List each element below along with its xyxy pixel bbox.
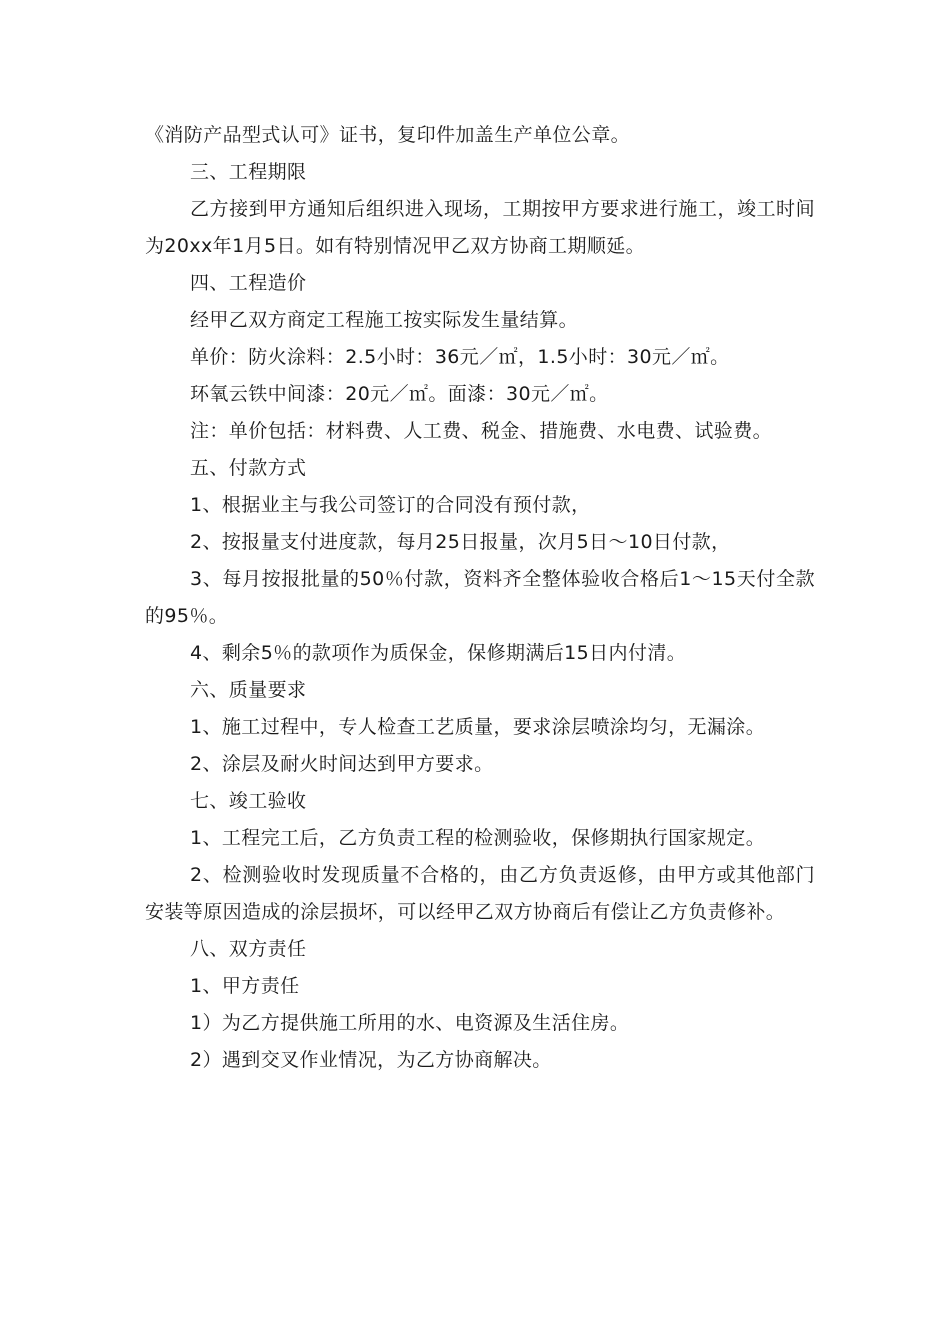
document-body [145, 117, 815, 1079]
subheading-party-a: 1、甲方责任 [190, 975, 300, 997]
paragraph-payment-1: 1、根据业主与我公司签订的合同没有预付款， [190, 494, 591, 516]
paragraph-price-note: 注：单价包括：材料费、人工费、税金、措施费、水电费、试验费。 [190, 420, 773, 442]
paragraph-settlement: 经甲乙双方商定工程施工按实际发生量结算。 [190, 309, 579, 331]
paragraph-quality-1: 1、施工过程中，专人检查工艺质量，要求涂层喷涂均匀，无漏涂。 [190, 716, 766, 738]
section-heading-payment: 五、付款方式 [190, 457, 307, 479]
section-heading-quality: 六、质量要求 [190, 679, 307, 701]
paragraph-paint-price: 环氧云铁中间漆：20元／㎡。面漆：30元／㎡。 [190, 383, 609, 405]
paragraph-payment-3: 3、每月按报批量的50％付款，资料齐全整体验收合格后1～15天付全款的95％。 [145, 568, 815, 627]
paragraph-schedule: 乙方接到甲方通知后组织进入现场，工期按甲方要求进行施工，竣工时间为20xx年1月5日。如有特别情况甲乙双方协商工期顺延。 [145, 198, 815, 257]
paragraph-payment-4: 4、剩余5％的款项作为质保金，保修期满后15日内付清。 [190, 642, 687, 664]
section-heading-cost: 四、工程造价 [190, 272, 307, 294]
paragraph-certificate-note: 《消防产品型式认可》证书，复印件加盖生产单位公章。 [145, 124, 631, 146]
paragraph-party-a-1: 1）为乙方提供施工所用的水、电资源及生活住房。 [190, 1012, 630, 1034]
paragraph-quality-2: 2、涂层及耐火时间达到甲方要求。 [190, 753, 494, 775]
section-heading-acceptance: 七、竣工验收 [190, 790, 307, 812]
paragraph-acceptance-1: 1、工程完工后，乙方负责工程的检测验收，保修期执行国家规定。 [190, 827, 766, 849]
section-heading-responsibilities: 八、双方责任 [190, 938, 307, 960]
paragraph-unit-price: 单价：防火涂料：2.5小时：36元／㎡，1.5小时：30元／㎡。 [190, 346, 730, 368]
section-heading-schedule: 三、工程期限 [190, 161, 307, 183]
paragraph-payment-2: 2、按报量支付进度款，每月25日报量，次月5日～10日付款， [190, 531, 731, 553]
paragraph-acceptance-2: 2、检测验收时发现质量不合格的，由乙方负责返修，由甲方或其他部门安装等原因造成的涂层损坏，可以经甲乙双方协商后有偿让乙方负责修补。 [145, 864, 815, 923]
paragraph-party-a-2: 2）遇到交叉作业情况，为乙方协商解决。 [190, 1049, 552, 1071]
